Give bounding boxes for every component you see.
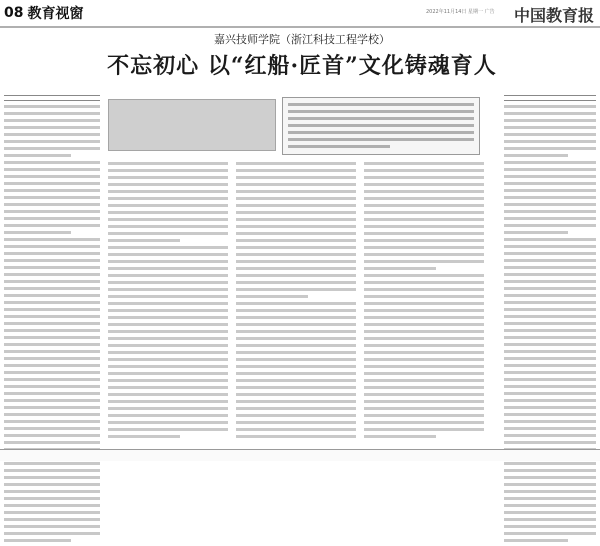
left-sidebar-body bbox=[4, 105, 100, 542]
date-line: 2022年11月14日 星期一 广告 bbox=[426, 9, 495, 15]
left-sidebar bbox=[4, 95, 100, 546]
headline-area bbox=[104, 32, 500, 81]
article-headline: 不忘初心 以“红船·匠首”文化铸魂育人 bbox=[107, 53, 497, 79]
article-subhead: 嘉兴技师学院（浙江科技工程学校） bbox=[214, 33, 390, 46]
lead-box bbox=[282, 97, 480, 155]
masthead bbox=[0, 0, 600, 28]
right-sidebar-body bbox=[504, 105, 596, 542]
left-sidebar-title bbox=[4, 95, 100, 101]
section-name: 教育视窗 bbox=[27, 5, 84, 22]
section-label bbox=[4, 3, 83, 22]
body-column-3 bbox=[364, 158, 484, 442]
body-column-2 bbox=[236, 158, 356, 442]
footer-bar bbox=[0, 449, 600, 461]
newspaper-brand: 中国教育报 bbox=[513, 6, 594, 25]
article-photo bbox=[108, 99, 276, 151]
right-sidebar-title bbox=[504, 95, 596, 101]
right-sidebar bbox=[504, 95, 596, 546]
section-number: 08 bbox=[4, 4, 24, 21]
body-column-1 bbox=[108, 158, 228, 442]
